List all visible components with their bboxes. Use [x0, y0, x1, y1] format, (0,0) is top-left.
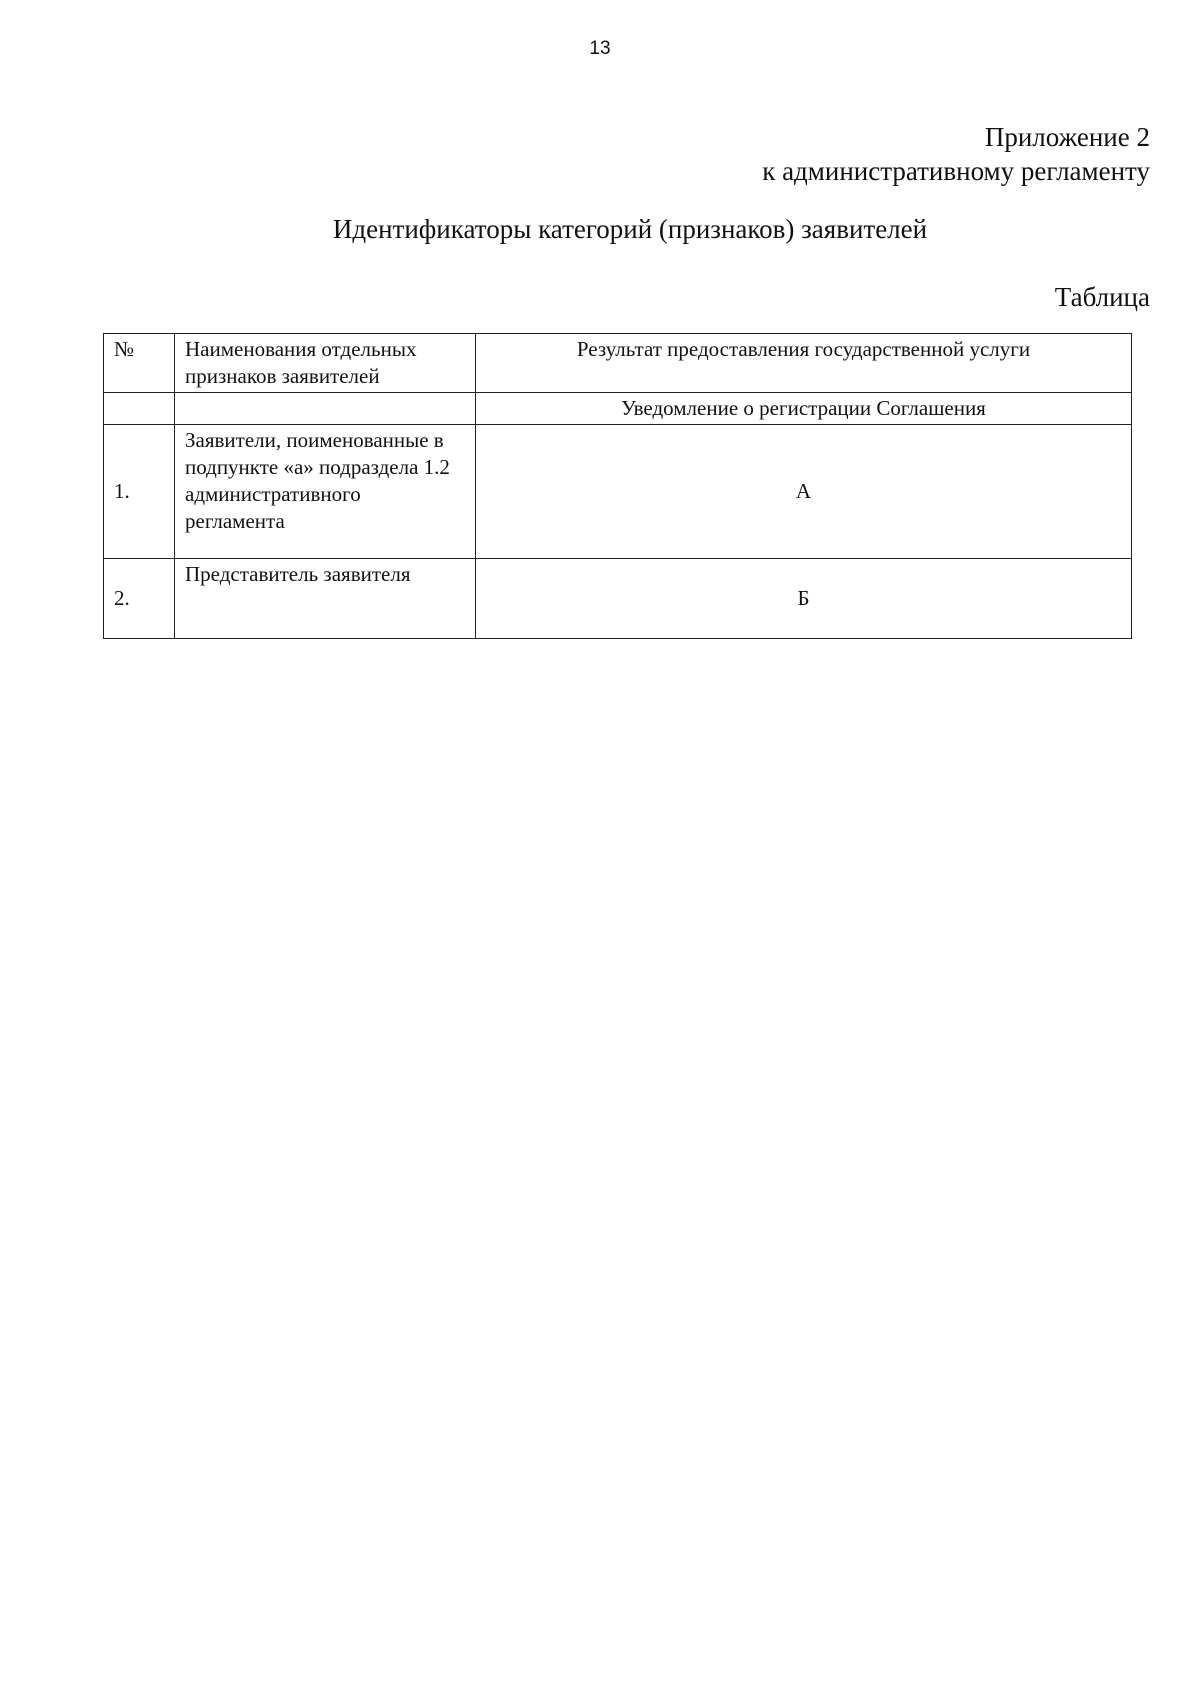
table-row	[104, 559, 1132, 639]
header-num: №	[104, 334, 175, 393]
document-title: Идентификаторы категорий (признаков) заявителей	[332, 214, 928, 244]
appendix-line-1: Приложение 2	[984, 122, 1150, 152]
row-num: 2.	[104, 559, 175, 639]
subheader-empty-name	[175, 393, 476, 425]
appendix-line-2: к административному регламенту	[762, 156, 1150, 186]
applicant-categories-table	[103, 333, 1132, 639]
subheader-result: Уведомление о регистрации Соглашения	[476, 393, 1132, 425]
table-caption: Таблица	[1054, 282, 1150, 312]
row-value: Б	[476, 559, 1132, 639]
subheader-empty-num	[104, 393, 175, 425]
row-num: 1.	[104, 425, 175, 559]
appendix-note	[762, 120, 1150, 188]
table-header-row	[104, 334, 1132, 393]
table-row	[104, 425, 1132, 559]
header-result: Результат предоставления государственной услуги	[476, 334, 1132, 393]
row-value: А	[476, 425, 1132, 559]
page-number: 13	[589, 38, 611, 59]
row-name: Представитель заявителя	[175, 559, 476, 639]
row-name: Заявители, поименованные в подпункте «а» подраздела 1.2 административного регламента	[175, 425, 476, 559]
header-name: Наименования отдельных признаков заявителей	[175, 334, 476, 393]
table-subheader-row	[104, 393, 1132, 425]
